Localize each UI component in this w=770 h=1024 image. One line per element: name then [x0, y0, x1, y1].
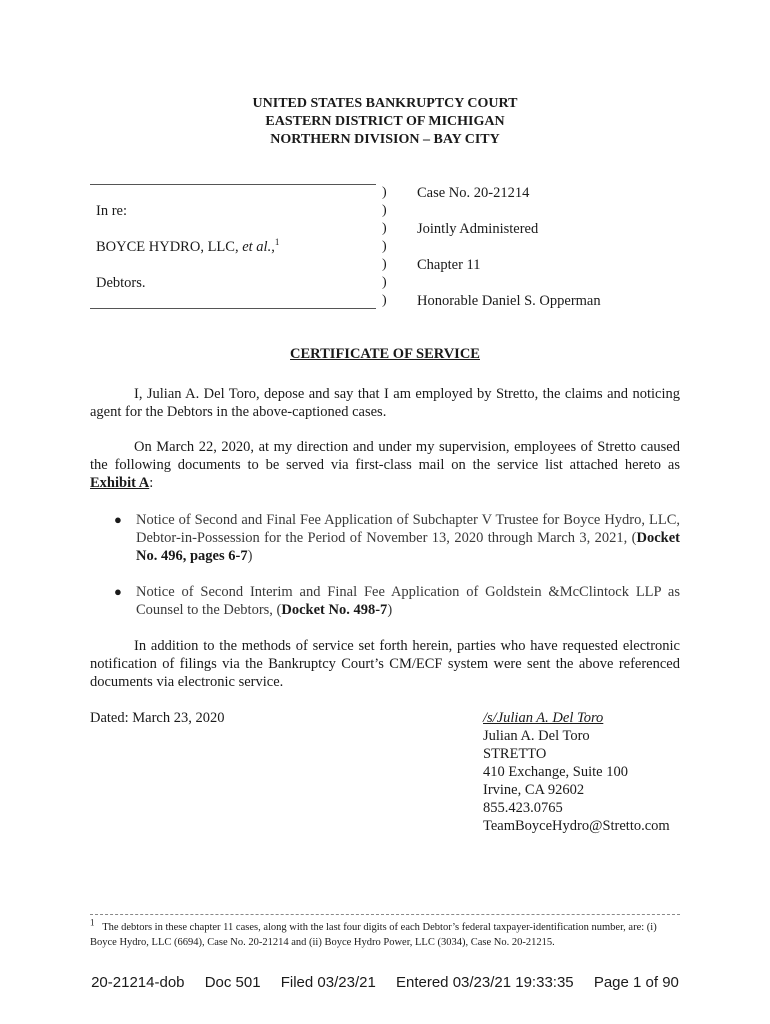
court-division: NORTHERN DIVISION – BAY CITY: [270, 132, 500, 147]
caption-paren: ): [382, 275, 387, 290]
signer-email: TeamBoyceHydro@Stretto.com: [483, 818, 670, 834]
footnote-ref: 1: [274, 237, 280, 248]
signer-phone: 855.423.0765: [483, 800, 563, 816]
caption-paren: ): [382, 185, 387, 200]
signer-name: Julian A. Del Toro: [483, 728, 590, 744]
footer-case-number: 20-21214-dob: [91, 974, 185, 991]
dated-line: Dated: March 23, 2020: [90, 710, 225, 726]
bullet-marker: ●: [114, 512, 122, 527]
paragraph-service: On March 22, 2020, at my direction and under my supervision, employees of Stretto caused the following documents to be served via first-class mail on the service list attached hereto as Exhibit A:: [90, 439, 680, 491]
debtor-name: BOYCE HYDRO, LLC, et al.,$^1$: [96, 237, 280, 255]
caption-paren: ): [382, 257, 387, 272]
court-district: EASTERN DISTRICT OF MICHIGAN: [265, 114, 505, 129]
caption-bottom-rule: [90, 308, 376, 309]
chapter: Chapter 11: [417, 257, 481, 273]
court-name: UNITED STATES BANKRUPTCY COURT: [252, 96, 518, 111]
debtors-label: Debtors.: [96, 275, 146, 291]
paragraph-declarant: I, Julian A. Del Toro, depose and say that I am employed by Stretto, the claims and noticing agent for the Debtors in the above-captioned cases.: [90, 386, 680, 420]
exhibit-ref: Exhibit A: [90, 475, 150, 491]
signer-address-line1: 410 Exchange, Suite 100: [483, 764, 628, 780]
signature: /s/Julian A. Del Toro: [483, 710, 604, 726]
caption-paren: ): [382, 203, 387, 218]
footer-filed-date: Filed 03/23/21: [280, 974, 376, 991]
signer-address-line2: Irvine, CA 92602: [483, 782, 585, 798]
caption-paren: ): [382, 239, 387, 254]
served-document-2: Notice of Second Interim and Final Fee Application of Goldstein &McClintock LLP as Counsel to the Debtors, (Docket No. 498-7): [136, 584, 680, 618]
footnote: $^1$ The debtors in these chapter 11 cases, along with the last four digits of each Debtor’s federal taxpayer-identification number, are: (i) Boyce Hydro, LLC (6694), Case No. 20-21214 and (ii) Boyce Hydro Power, LLC (3034), Case No. 20-21215.: [90, 917, 657, 948]
bullet-marker: ●: [114, 584, 122, 599]
paragraph-electronic-service: In addition to the methods of service set forth herein, parties who have requested electronic notification of filings via the Bankruptcy Court’s CM/ECF system were sent the above referenced documents via electronic service.: [90, 638, 680, 690]
in-re-label: In re:: [96, 203, 127, 219]
served-document-1: Notice of Second and Final Fee Application of Subchapter V Trustee for Boyce Hydro, LLC, Debtor-in-Possession for the Period of November 13, 2020 through March 3, 2021, (Docket No. 496, pages 6-7): [136, 512, 680, 564]
filing-footer: [0, 974, 770, 991]
footnote-rule: [90, 914, 680, 915]
document-title: CERTIFICATE OF SERVICE: [290, 346, 480, 362]
judge-name: Honorable Daniel S. Opperman: [417, 293, 601, 309]
caption-paren: ): [382, 293, 387, 308]
caption-top-rule: [90, 184, 376, 185]
jointly-administered: Jointly Administered: [417, 221, 539, 237]
caption-paren: ): [382, 221, 387, 236]
footer-entered-date: Entered 03/23/21 19:33:35: [395, 974, 574, 991]
footer-doc-number: Doc 501: [204, 974, 261, 991]
signer-company: STRETTO: [483, 746, 547, 762]
case-number: Case No. 20-21214: [417, 185, 530, 201]
footer-page-count: Page 1 of 90: [593, 974, 679, 991]
footnote-number: 1: [90, 917, 95, 928]
et-al: et al.: [242, 239, 272, 255]
